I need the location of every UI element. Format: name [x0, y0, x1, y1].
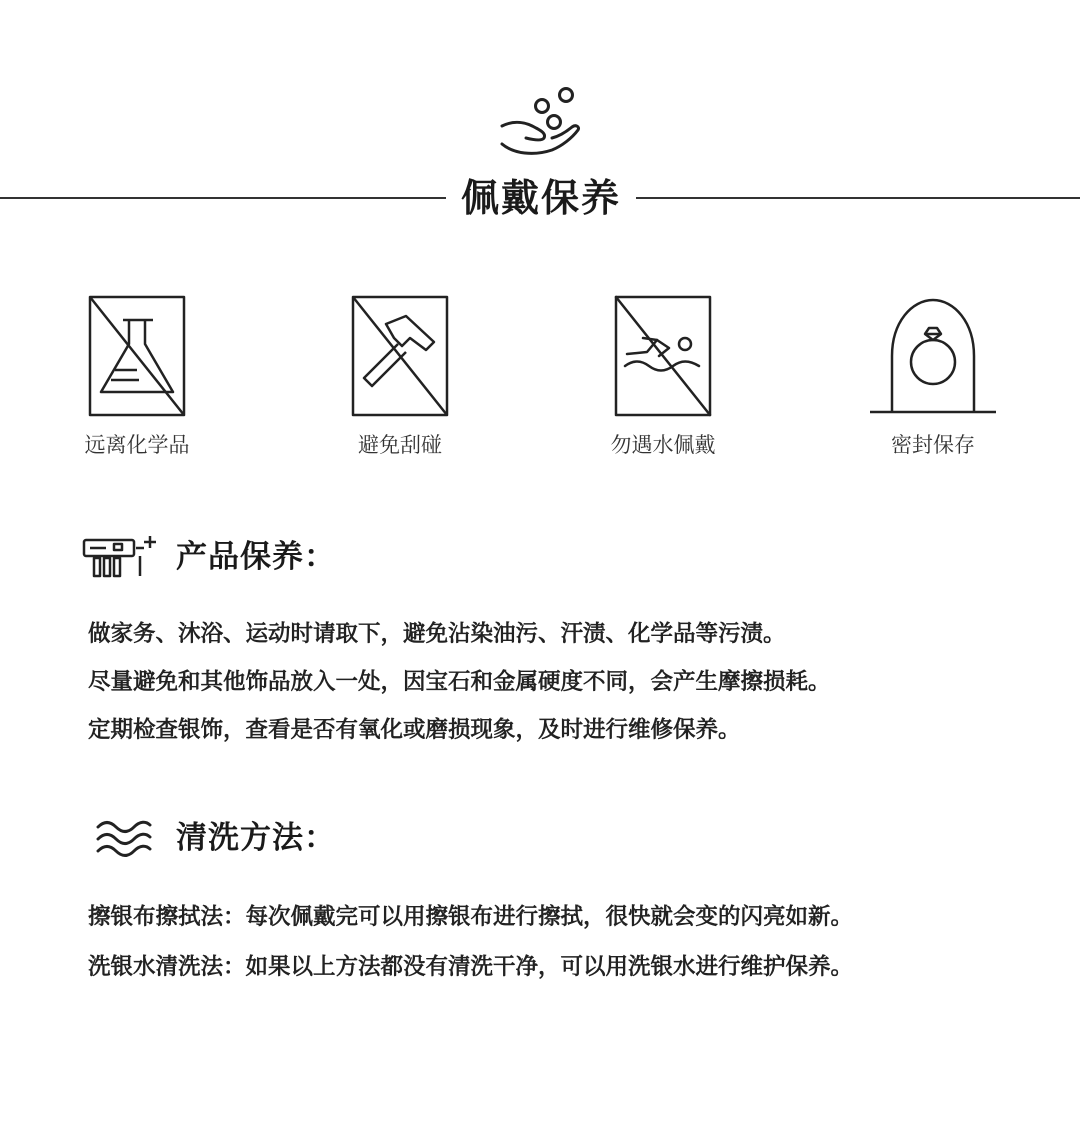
product-care-line: 做家务、沐浴、运动时请取下，避免沾染油污、汗渍、化学品等污渍。 [88, 621, 786, 647]
section-title-cleaning: 清洗方法： [176, 820, 336, 856]
no-chemicals-icon [87, 294, 187, 418]
section-title-product-care: 产品保养： [176, 539, 336, 575]
care-item-sealed-storage [823, 294, 1043, 464]
hand-with-bubbles-icon [496, 84, 584, 160]
care-item-no-hammer [290, 294, 510, 464]
page-title: 佩戴保养 [460, 176, 621, 220]
waves-icon [94, 815, 164, 861]
faucet-icon [80, 534, 150, 580]
product-care-line: 尽量避免和其他饰品放入一处，因宝石和金属硬度不同，会产生摩擦损耗。 [88, 669, 831, 695]
care-item-no-water [553, 294, 773, 464]
header-divider-left [0, 197, 446, 199]
product-care-line: 定期检查银饰，查看是否有氧化或磨损现象，及时进行维修保养。 [88, 717, 741, 743]
header-divider-right [636, 197, 1080, 199]
care-item-no-chemicals [27, 294, 247, 464]
care-label: 避免刮碰 [358, 433, 442, 457]
no-swimming-icon [613, 294, 713, 418]
ring-box-icon [868, 294, 998, 418]
care-label: 密封保存 [891, 433, 975, 457]
cleaning-line: 擦银布擦拭法：每次佩戴完可以用擦银布进行擦拭，很快就会变的闪亮如新。 [88, 904, 854, 930]
care-label: 远离化学品 [84, 433, 190, 457]
care-label: 勿遇水佩戴 [610, 433, 716, 457]
cleaning-line: 洗银水清洗法：如果以上方法都没有清洗干净，可以用洗银水进行维护保养。 [88, 954, 854, 980]
no-hammer-icon [350, 294, 450, 418]
